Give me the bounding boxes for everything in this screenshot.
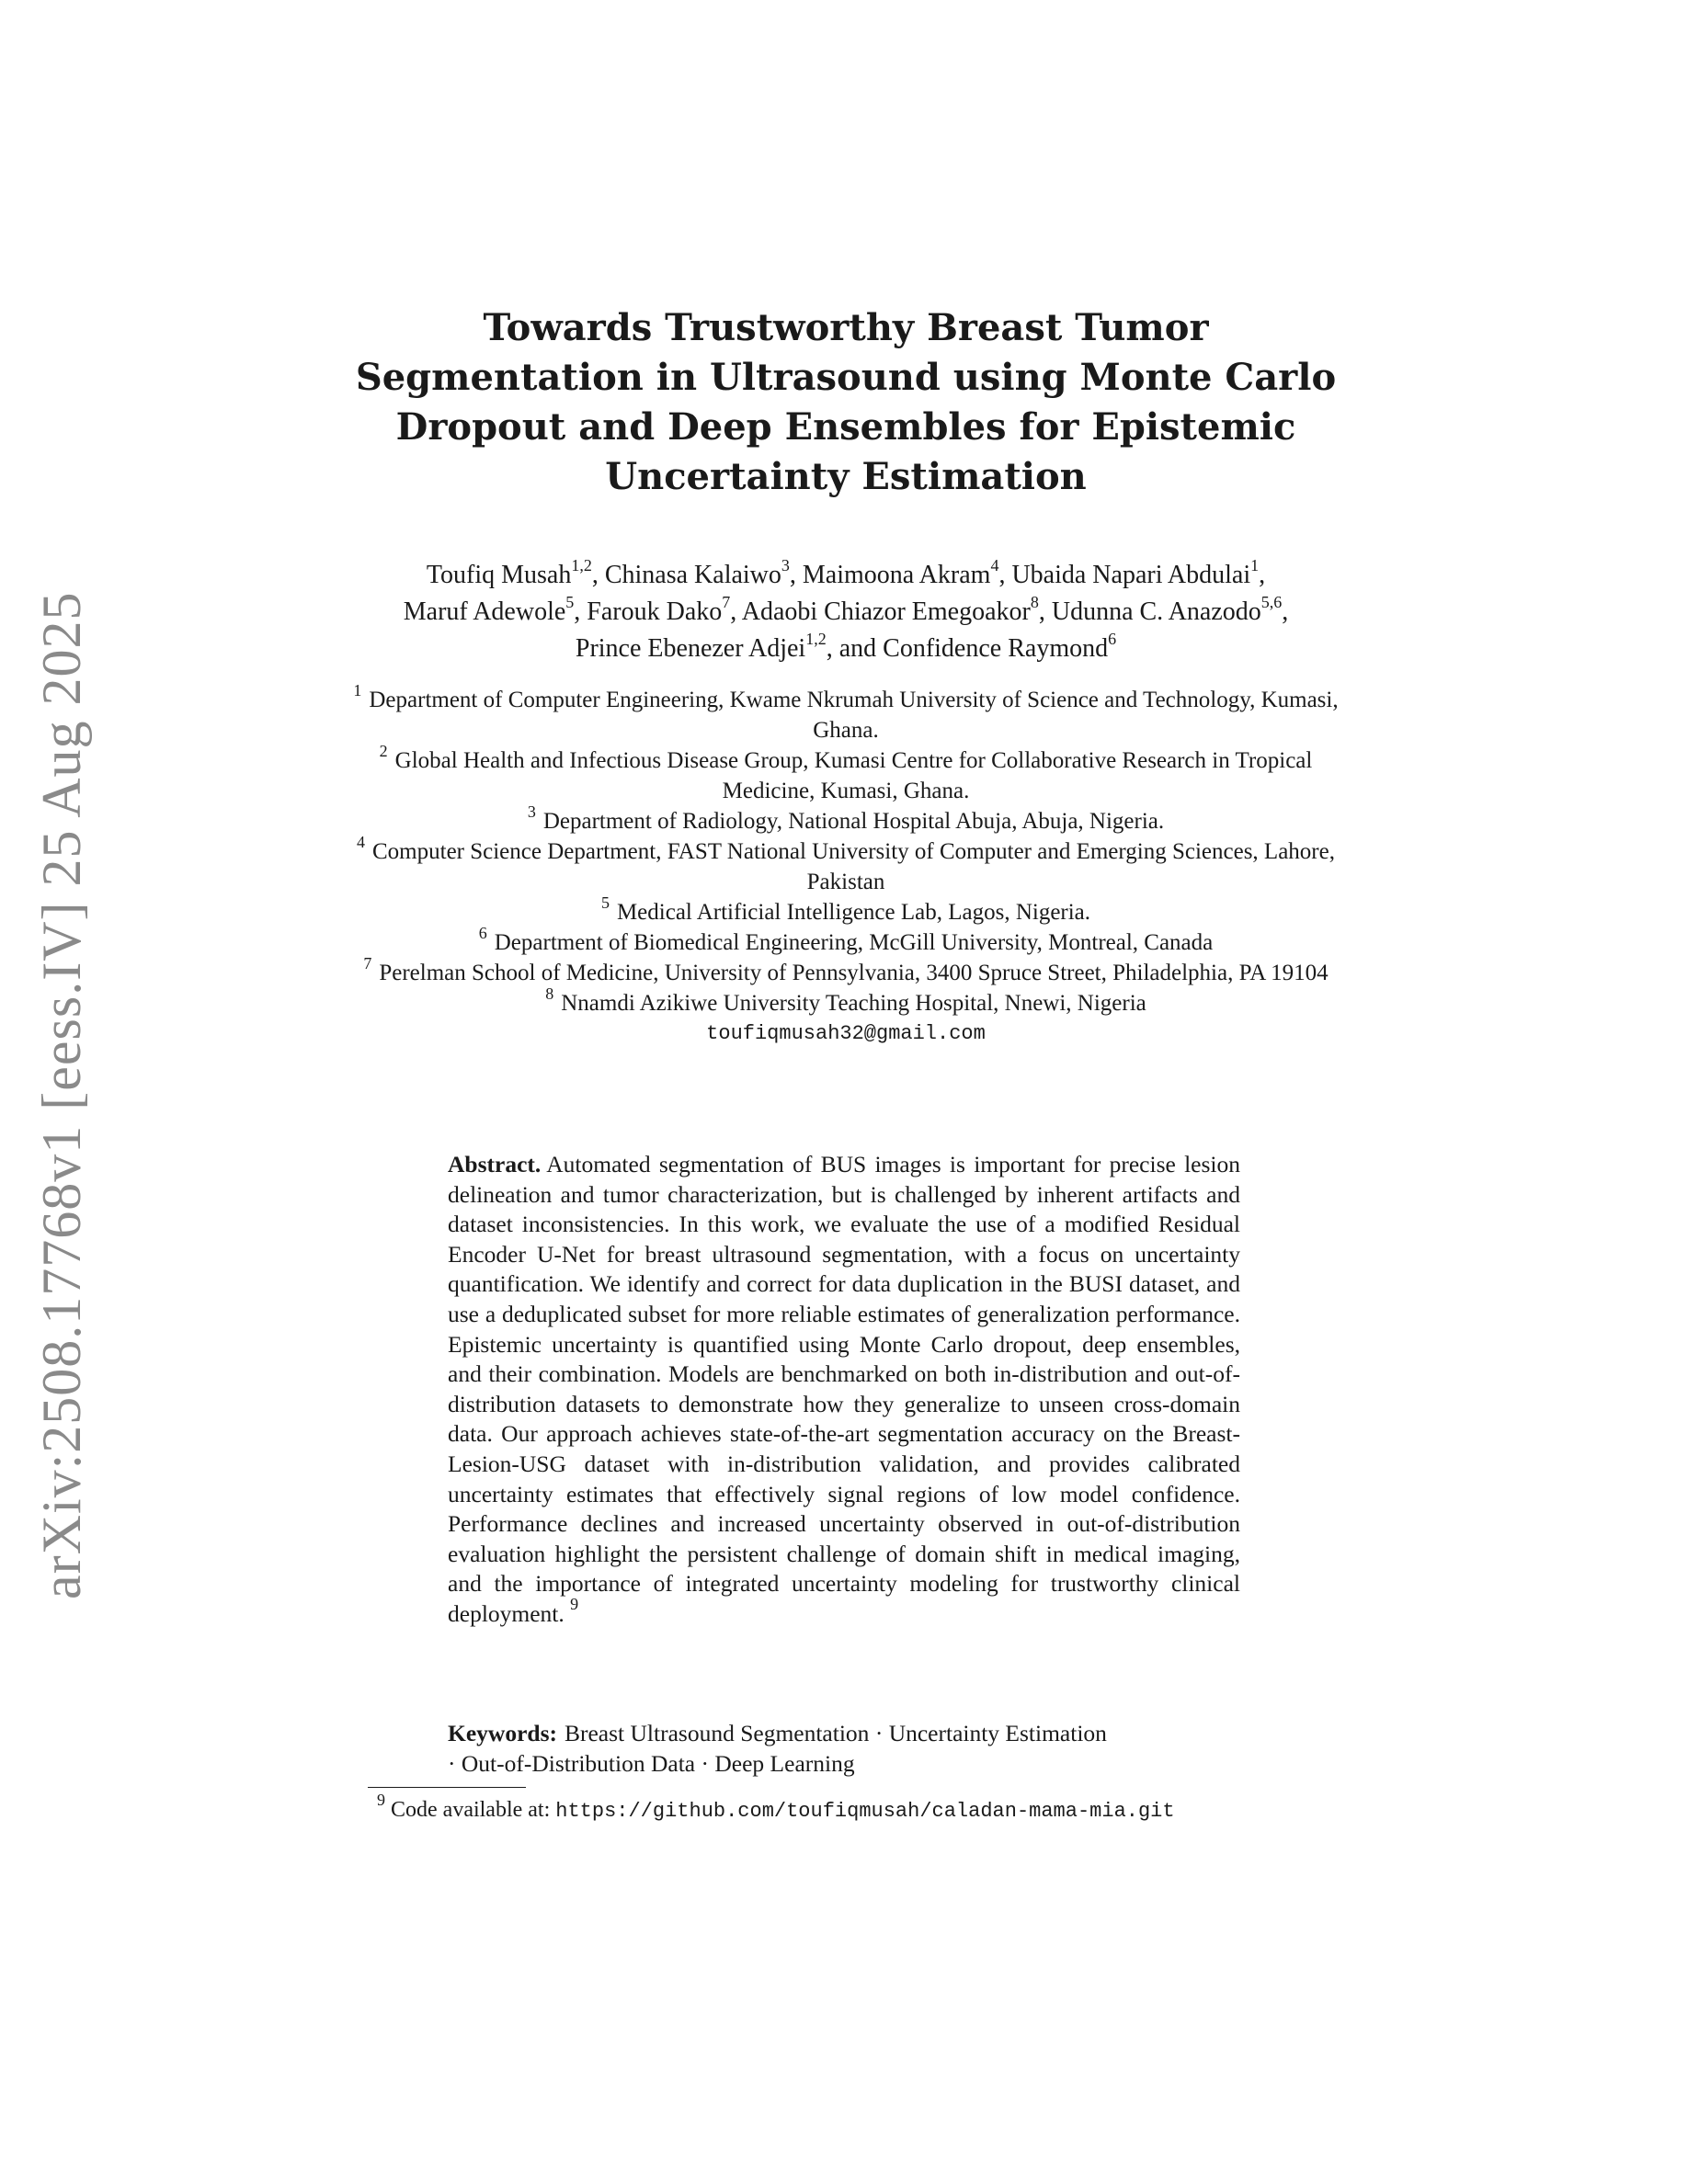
- affiliation-number: 8: [545, 984, 554, 1003]
- affiliation-number: 5: [600, 893, 610, 912]
- author-name: Farouk Dako: [587, 597, 723, 626]
- affiliation-number: 7: [363, 953, 372, 973]
- keyword-separator: ·: [874, 1720, 884, 1746]
- keywords: [448, 1719, 1240, 1779]
- affiliation: [349, 893, 1342, 927]
- keyword-separator: ·: [448, 1749, 456, 1777]
- authors-connector: and: [838, 634, 877, 663]
- author-affiliation-mark: 5,6: [1260, 592, 1283, 611]
- affiliation: [349, 923, 1342, 958]
- author-affiliation-mark: 1,2: [571, 555, 592, 574]
- affiliation-text: Department of Computer Engineering, Kwame Nkrumah University of Science and Technology, Kumasi, Ghana.: [369, 688, 1339, 743]
- affiliation: [349, 832, 1342, 897]
- author: [604, 555, 790, 589]
- author-name: Adaobi Chiazor Emegoakor: [741, 597, 1031, 626]
- author-name: Chinasa Kalaiwo: [604, 561, 781, 589]
- author: [1051, 592, 1283, 626]
- contact-email[interactable]: toufiqmusah32@gmail.com: [706, 1022, 986, 1045]
- footnote-divider: [368, 1787, 526, 1788]
- author-affiliation-mark: 3: [781, 555, 790, 574]
- author-name: Ubaida Napari Abdulai: [1011, 561, 1251, 589]
- keywords-label: Keywords:: [448, 1720, 557, 1746]
- author-affiliation-mark: 1: [1250, 555, 1260, 574]
- footnote: [377, 1791, 1296, 1827]
- affiliation-text: Department of Radiology, National Hospital Abuja, Abuja, Nigeria.: [542, 809, 1165, 834]
- author-affiliation-mark: 1,2: [805, 629, 827, 648]
- author-name: Prince Ebenezer Adjei: [575, 634, 806, 663]
- affiliation-text: Nnamdi Azikiwe University Teaching Hospital, Nnewi, Nigeria: [561, 991, 1146, 1016]
- author: [802, 555, 999, 589]
- footnote-text: Code available at:: [391, 1798, 551, 1822]
- affiliation-list: [349, 680, 1342, 1049]
- affiliation-number: 3: [527, 802, 536, 821]
- author: [1011, 555, 1260, 589]
- keyword: Breast Ultrasound Segmentation: [564, 1720, 870, 1746]
- affiliation-text: Perelman School of Medicine, University of Pennsylvania, 3400 Spruce Street, Philadelphia, PA 19104: [379, 961, 1329, 985]
- author: [741, 592, 1039, 626]
- keyword-separator: ·: [701, 1749, 709, 1777]
- author: [403, 592, 575, 626]
- author-name: Maruf Adewole: [403, 597, 566, 626]
- title-line: Towards Trustworthy Breast Tumor: [483, 306, 1209, 349]
- title-line: Dropout and Deep Ensembles for Epistemic: [395, 405, 1296, 449]
- abstract-text: Automated segmentation of BUS images is important for precise lesion delineation and tumor characterization, but is challenged by inherent artifacts and dataset inconsistencies. In this work, we evaluate the use of a modified Residual Encoder U-Net for breast ultrasound segmentation, with a focus on uncertainty quantification. We identify and correct for data duplication in the BUSI dataset, and use a deduplicated subset for more reliable estimates of generalization performance. Epistemic uncertainty is quantified using Monte Carlo dropout, deep ensembles, and their combination. Models are benchmarked on both in-distribution and out-of-distribution datasets to demonstrate how they generalize to unseen cross-domain data. Our approach achieves state-of-the-art segmentation accuracy on the Breast-Lesion-USG dataset with in-distribution validation, and provides calibrated uncertainty estimates that effectively signal regions of low model confidence. Performance declines and increased uncertainty observed in out-of-distribution evaluation highlight the persistent challenge of domain shift in medical imaging, and the importance of integrated uncertainty modeling for trustworthy clinical deployment.: [448, 1151, 1240, 1627]
- author-name: Confidence Raymond: [883, 634, 1109, 663]
- author-list: Toufiq Musah$^{1,2}$, Chinasa Kalaiwo$^3$, Maimoona Akram$^4$, Ubaida Napari Abdulai$^1$, Maruf Adewole$^5$, Farouk Dako$^7$, Adaobi Chiazor Emegoakor$^8$, Udunna C. Anazodo$^{5,6}$, Prince Ebenezer Adjei$^{1,2}$, and Confidence Raymond$^6$: [403, 555, 1289, 663]
- affiliation-number: 4: [357, 832, 365, 851]
- affiliation-number: 2: [379, 741, 388, 760]
- affiliation: [349, 802, 1342, 836]
- author-affiliation-mark: 8: [1030, 592, 1039, 611]
- keyword: Uncertainty Estimation: [888, 1720, 1107, 1746]
- affiliation-text: Computer Science Department, FAST National University of Computer and Emerging Sciences, Lahore, Pakistan: [372, 839, 1335, 894]
- author-affiliation-mark: 5: [565, 592, 575, 611]
- affiliation-number: 6: [478, 923, 487, 942]
- affiliation: [349, 984, 1342, 1018]
- title-line: Uncertainty Estimation: [605, 455, 1087, 498]
- paper-title: [331, 303, 1361, 502]
- author-name: Udunna C. Anazodo: [1051, 597, 1261, 626]
- author: [883, 629, 1117, 663]
- affiliation-text: Global Health and Infectious Disease Group, Kumasi Centre for Collaborative Research in Tropical Medicine, Kumasi, Ghana.: [394, 748, 1313, 803]
- author: [587, 592, 731, 626]
- affiliation-text: Medical Artificial Intelligence Lab, Lagos, Nigeria.: [616, 900, 1091, 925]
- author-affiliation-mark: 7: [722, 592, 731, 611]
- footnote-number: 9: [377, 1791, 385, 1809]
- affiliation-text: Department of Biomedical Engineering, McGill University, Montreal, Canada: [494, 930, 1214, 955]
- keyword: Deep Learning: [714, 1749, 855, 1777]
- author: [426, 555, 592, 589]
- code-repository-link[interactable]: https://github.com/toufiqmusah/caladan-mama-mia.git: [555, 1800, 1175, 1823]
- abstract-footnote-mark[interactable]: 9: [570, 1595, 579, 1614]
- abstract-label: Abstract.: [448, 1151, 542, 1177]
- arxiv-identifier-stamp: arXiv:2508.17768v1 [eess.IV] 25 Aug 2025: [31, 591, 92, 1599]
- affiliation: [349, 680, 1342, 745]
- affiliation: [349, 953, 1342, 988]
- abstract: [448, 1150, 1240, 1630]
- author-affiliation-mark: 4: [990, 555, 999, 574]
- author-name: Maimoona Akram: [802, 561, 991, 589]
- author-name: Toufiq Musah: [426, 561, 572, 589]
- title-line: Segmentation in Ultrasound using Monte Carlo: [355, 356, 1337, 399]
- affiliation: [349, 741, 1342, 806]
- author-affiliation-mark: 6: [1108, 629, 1117, 648]
- keyword: Out-of-Distribution Data: [461, 1749, 696, 1777]
- author: [575, 629, 827, 663]
- affiliation-number: 1: [353, 680, 362, 700]
